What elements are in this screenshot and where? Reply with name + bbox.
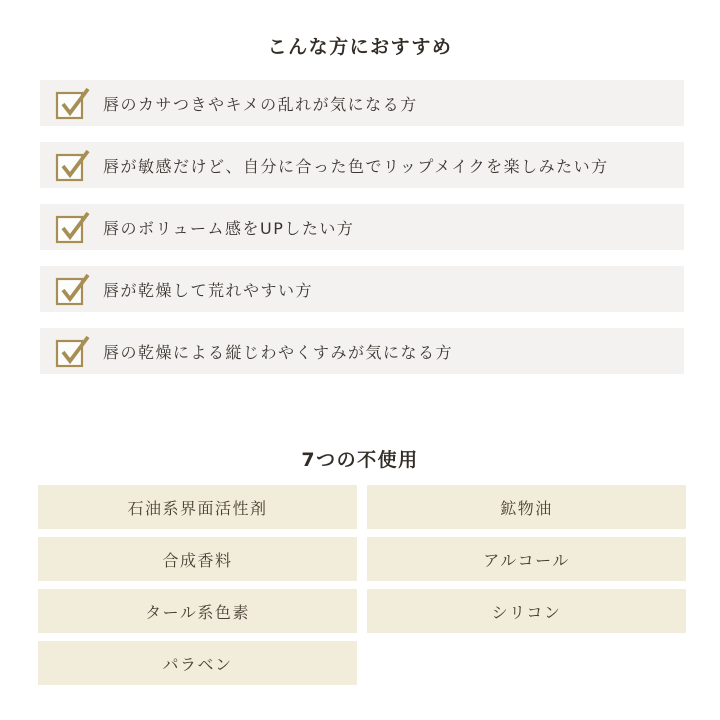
checklist-item-label: 唇の乾燥による縦じわやくすみが気になる方 [103,342,454,362]
free-of-item: 石油系界面活性剤 [38,485,357,529]
checkbox-checked-icon [55,86,91,120]
checklist-item-label: 唇のボリューム感をUPしたい方 [103,218,355,238]
free-of-heading: 7つの不使用 [301,449,419,471]
checkbox-checked-icon [55,334,91,368]
checklist-item-label: 唇のカサつきやキメの乱れが気になる方 [103,94,418,114]
checklist-item [40,80,684,126]
checkbox-checked-icon [55,210,91,244]
free-of-item: アルコール [367,537,686,581]
checklist-item-label: 唇が敏感だけど、自分に合った色でリップメイクを楽しみたい方 [103,156,609,176]
checklist-item [40,142,684,188]
checklist-item [40,204,684,250]
free-of-item: 合成香料 [38,537,357,581]
checkbox-checked-icon [55,272,91,306]
free-of-item: パラベン [38,641,357,685]
free-of-item: 鉱物油 [367,485,686,529]
free-of-item: シリコン [367,589,686,633]
checklist-item [40,266,684,312]
recommend-checklist [40,80,684,374]
free-of-empty-cell [367,641,686,685]
free-of-item: タール系色素 [38,589,357,633]
checklist-item-label: 唇が乾燥して荒れやすい方 [103,280,314,300]
free-of-grid [38,485,686,685]
checklist-item [40,328,684,374]
recommend-heading: こんな方におすすめ [267,36,453,58]
free-of-section [0,390,720,685]
checkbox-checked-icon [55,148,91,182]
